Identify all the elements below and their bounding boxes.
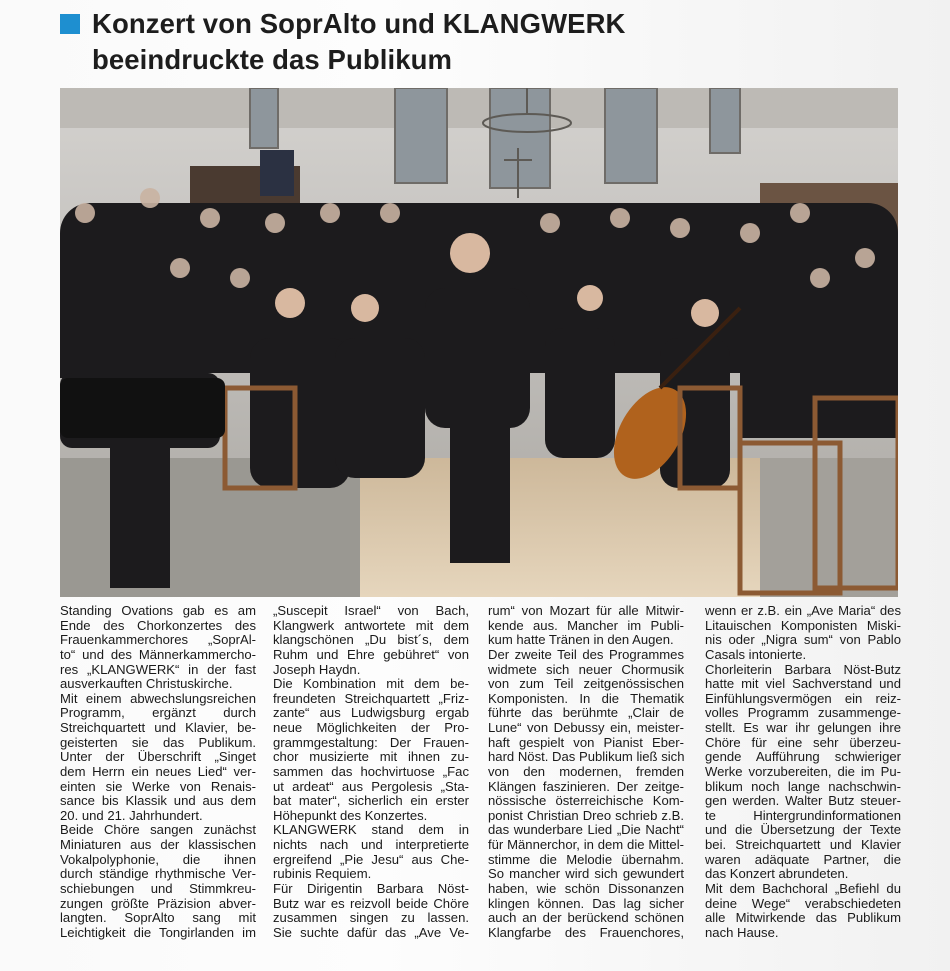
article-text-line: Einfühlungsvermögen ein reiz-	[705, 691, 901, 706]
article-paragraph	[488, 648, 684, 941]
article-text-line: Frauenkammerchores „SoprAl-	[60, 633, 256, 648]
article-text-line: Litauischen Komponisten Miski-	[705, 618, 901, 633]
article-text-line: Butz war es reizvoll beide Chöre	[273, 896, 469, 911]
article-paragraph	[273, 604, 469, 677]
article-text-line: Lune“ von Debussy ein, meister-	[488, 721, 684, 735]
article-text-line: Unter der Überschrift „Singet	[60, 750, 256, 765]
article-text-line: klingen können. Das lag sicher	[488, 896, 684, 911]
article-text-line: Casals intonierte.	[705, 647, 807, 662]
article-text-line: sammen das hochvirtuose „Fac	[273, 764, 469, 779]
article-text-line: bei. Streichquartett und Klavier	[705, 838, 901, 852]
article-paragraph	[60, 823, 256, 940]
article-text-line: Höhepunkt des Konzertes.	[273, 808, 428, 823]
article-text-line: widmete sich neuer Chormusik	[488, 662, 684, 677]
headline-line-1: Konzert von SoprAlto und KLANGWERK	[92, 8, 626, 39]
article-text-line: hatte mit viel Sachverstand und	[705, 677, 901, 692]
article-text-line: stellt. Es war ihr gelungen ihre	[705, 721, 901, 735]
article-text-line: nis oder „Nigra sum“ von Pablo	[705, 633, 901, 648]
article-text-line: nach Hause.	[705, 925, 779, 940]
article-text-line: Mit einem abwechslungsreichen	[60, 691, 256, 706]
article-paragraph	[705, 663, 901, 882]
article-text-line: freundeten Streichquartett „Friz-	[273, 691, 469, 706]
article-text-line: Für Dirigentin Barbara Nöst-	[273, 881, 469, 896]
article-text-line: hard Nöst. Das Publikum ließ sich	[488, 750, 684, 765]
article-text-line: Mit dem Bachchoral „Befiehl du	[705, 881, 901, 896]
article-text-line: „Suscepit Israel“ von Bach,	[273, 604, 469, 618]
article-text-line: Joseph Haydn.	[273, 662, 361, 677]
article-text-line: durch ständige rhythmische Ver-	[60, 867, 256, 882]
article-text-line: So mancher wird sich gewundert	[488, 867, 684, 882]
article-text-line: klangschönen „Du bist´s, dem	[273, 633, 469, 648]
article-text-line: te Hintergrundinformationen	[705, 808, 901, 823]
article-text-line: Standing Ovations gab es am	[60, 604, 256, 618]
article-column-4	[705, 604, 901, 940]
article-paragraph	[273, 823, 469, 882]
article-text-line: ergreifend „Pie Jesu“ aus Che-	[273, 852, 469, 867]
article-text-line: Sie suchte dafür das „Ave Ve-	[273, 925, 469, 940]
article-text-line: dem Herrn ein neues Lied“ ver-	[60, 764, 256, 779]
concert-photo	[60, 88, 898, 597]
article-text-line: und die Übersetzung der Texte	[705, 823, 901, 838]
article-text-line: haft gespielt von Pianist Eber-	[488, 735, 684, 750]
article-text-line: sance bis Klassik und aus dem	[60, 794, 256, 809]
article-text-line: neue Möglichkeiten der Pro-	[273, 721, 469, 735]
article-text-line: Beide Chöre sangen zunächst	[60, 823, 256, 838]
article-text-line: Ende des Chorkonzertes des	[60, 618, 256, 633]
article-text-line: Klangfarbe des Frauenchores,	[488, 925, 684, 940]
article-text-line: 20. und 21. Jahrhundert.	[60, 808, 203, 823]
article-paragraph	[60, 692, 256, 824]
article-text-line: Ruhm und Ehre gebühret“ von	[273, 647, 469, 662]
article-text-line: res „KLANGWERK“ in der fast	[60, 662, 256, 677]
article-text-line: für Männerchor, in dem die Mittel-	[488, 838, 684, 852]
article-text-line: geisterten sie das Publikum.	[60, 735, 256, 750]
article-text-line: rum“ von Mozart für alle Mitwir-	[488, 604, 684, 618]
article-text-line: nichts nach und interpretierte	[273, 838, 469, 852]
article-text-line: stimme die Melodie übernahm.	[488, 852, 684, 867]
article-paragraph	[488, 604, 684, 648]
article-text-line: Programm, ergänzt durch	[60, 706, 256, 721]
article-text-line: rubinis Requiem.	[273, 867, 372, 882]
article-text-line: Leichtigkeit die Tongirlanden im	[60, 925, 256, 940]
article-text-line: Chorleiterin Barbara Nöst-Butz	[705, 662, 901, 677]
article-text-line: deine Wege“ verabschiedeten	[705, 896, 901, 911]
article-text-line: Werke vorzubereiten, die im Pu-	[705, 764, 901, 779]
article-paragraph	[273, 677, 469, 823]
article-text-line: blikum noch lange nachschwin-	[705, 779, 901, 794]
headline-line-2: beeindruckte das Publikum	[92, 44, 453, 75]
article-text-line: Miniaturen aus der klassischen	[60, 838, 256, 852]
article-paragraph	[705, 604, 901, 663]
article-text-line: einten sie Werke von Renais-	[60, 779, 256, 794]
article-text-line: schiebungen und Stimmkreu-	[60, 881, 256, 896]
article-text-line: zante“ aus Ludwigsburg ergab	[273, 706, 469, 721]
article-text-line: Die Kombination mit dem be-	[273, 677, 469, 692]
article-text-line: Chöre für eine sehr überzeu-	[705, 735, 901, 750]
article-text-line: nössische österreichische Kom-	[488, 794, 684, 809]
article-text-line: grammgestaltung: Der Frauen-	[273, 735, 469, 750]
article-text-line: wenn er z.B. ein „Ave Maria“ des	[705, 604, 901, 618]
article-text-line: zusammen singen zu lassen.	[273, 911, 469, 926]
article-text-line: chor musizierte mit ihnen zu-	[273, 750, 469, 765]
article-text-line: waren adäquate Partner, die	[705, 852, 901, 867]
article-text-line: Der zweite Teil des Programmes	[488, 647, 684, 662]
article-paragraph	[273, 882, 469, 941]
article-text-line: haben, wie schön Dissonanzen	[488, 881, 684, 896]
article-text-line: Klangwerk antwortete mit dem	[273, 618, 469, 633]
article-column-1	[60, 604, 256, 940]
article-text-line: ponist Christian Dreo schrieb z.B.	[488, 808, 684, 823]
article-column-3	[488, 604, 684, 940]
article-text-line: ut ardeat“ aus Pergolesis „Sta-	[273, 779, 469, 794]
article-text-line: ausverkauften Christuskirche.	[60, 677, 233, 692]
article-text-line: gende Aufführung schwieriger	[705, 750, 901, 765]
article-text-line: führte das berühmte „Clair de	[488, 706, 684, 721]
article-text-line: kende aus. Mancher im Publi-	[488, 618, 684, 633]
article-text-line: gen werden. Walter Butz steuer-	[705, 794, 901, 809]
article-text-line: zungen größte Präzision abver-	[60, 896, 256, 911]
article-text-line: Komponisten. In die Thematik	[488, 691, 684, 706]
article-text-line: kum hatte Tränen in den Augen.	[488, 633, 674, 648]
article-text-line: von den modernen, fremden	[488, 764, 684, 779]
article-text-line: alle Mitwirkende das Publikum	[705, 911, 901, 926]
article-paragraph	[705, 882, 901, 941]
article-text-line: von zum Teil zeitgenössischen	[488, 677, 684, 692]
article-text-line: to“ und des Männerkammercho-	[60, 647, 256, 662]
article-text-line: das wunderbare Lied „Die Nacht“	[488, 823, 684, 838]
article-text-line: auch an der berückend schönen	[488, 911, 684, 926]
article-text-line: Streichquartett und Klavier, be-	[60, 721, 256, 735]
article-paragraph	[60, 604, 256, 692]
article-text-line: Klängen faszinieren. Der zeitge-	[488, 779, 684, 794]
headline	[92, 6, 626, 78]
article-column-2	[273, 604, 469, 940]
article-text-line: langten. SoprAlto sang mit	[60, 911, 256, 926]
article-text-line: bat mater“, sicherlich ein erster	[273, 794, 469, 809]
article-text-line: Vokalpolyphonie, die ihnen	[60, 852, 256, 867]
article-text-line: KLANGWERK stand dem in	[273, 823, 469, 838]
article-text-line: volles Programm zusammenge-	[705, 706, 901, 721]
headline-accent-square	[60, 14, 80, 34]
article-text-line: das Konzert abrundeten.	[705, 867, 849, 882]
